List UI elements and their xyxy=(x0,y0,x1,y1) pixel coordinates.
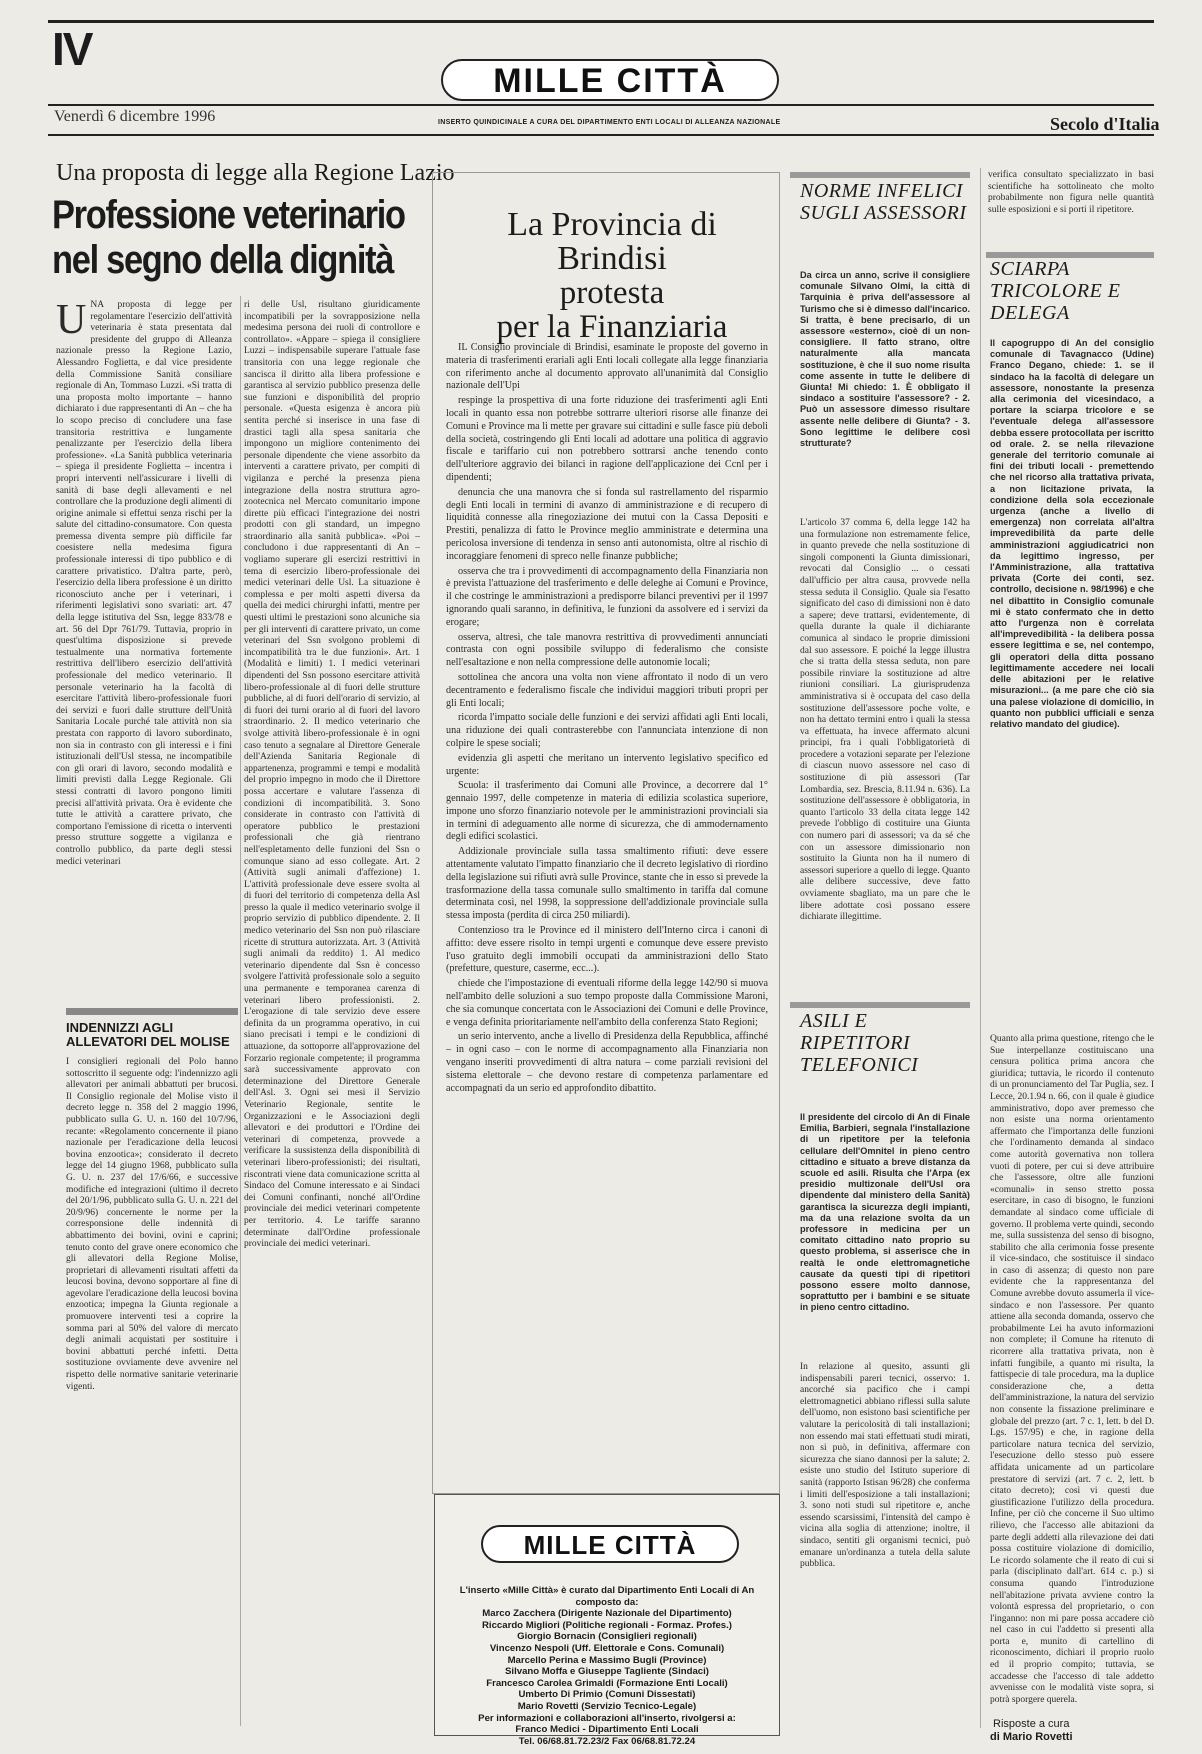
svg-text:MILLE CITTÀ: MILLE CITTÀ xyxy=(523,1530,697,1560)
center-paragraph: Scuola: il trasferimento dai Comuni alle Province, a decorrere dal 1° gennaio 1997, delle competenze in materia di edilizia scolastica superiore, impone uno sforzo finanziario notevole per le amministrazioni provinciali sia in termini di adeguamento alle norme di sicurezza, che di ammodernamento degli edifici scolastici. xyxy=(446,780,768,843)
page-number: IV xyxy=(52,23,92,75)
credits-line: Franco Medici - Dipartimento Enti Locali xyxy=(515,1724,699,1736)
center-paragraph: evidenzia gli aspetti che meritano un intervento legislativo specifico ed urgente: xyxy=(446,752,768,777)
credits-logo xyxy=(480,1522,740,1566)
top-rule xyxy=(48,20,1154,23)
sciarpa-question: Il capogruppo di An del consiglio comunale di Tavagnacco (Udine) Franco Degano, chiede: 1. se il sindaco ha la facoltà di delegare un assessore, nonostante la presenza alla cerimonia del vicesindaco, a portare la sciarpa tricolore e se l'eventuale delega all'assessore debba essere protocollata per iscritto od orale. 2. se nella rilevazione generale del territorio comunale ai fini dei tributi locali - premettendo che nel ricorso alla trattativa privata, a non licitazione privata, la condizione della sola eccezionale urgenza (anche a livello di emergenza) non correlata all'altra imprevedibilità da parte delle amministrazioni aggiudicatrici non da legittimo ingresso, per l'Amministrazione, alla trattativa privata (Corte dei conti, sez. controllo, decisione n. 98/1996) e che nel dibattito in Consiglio comunale mi è stato confermato che in detto atto l'urgenza non è correlata all'imprevedibilità - la delibera possa essere legittima e se, nel contempo, gli operatori della ditta possano legittimamente accedere nei locali delle abitazioni per le relative misurazioni... (a me pare che ciò sia una palese violazione di domicilio, in quanto non pubblici ufficiali e senza relativo mandato del giudice). xyxy=(990,338,1154,729)
asili-continued: verifica consultato specializzato in basi scientifiche ha sottolineato che molto probabilmente non figura nelle quantità sulle esposizioni e si porti il ripetitore. xyxy=(988,170,1154,215)
molise-box xyxy=(66,1008,238,1747)
center-title-line-1: La Provincia di Brindisi xyxy=(507,206,717,277)
center-title-line-3: per la Finanziaria xyxy=(496,309,728,345)
center-paragraph: osserva, altresì, che tale manovra restrittiva di provvedimenti annunciati contrasta con ogni possibile sviluppo di federalismo che consiste nell'esaltazione e non nella compressione delle autonomie locali; xyxy=(446,631,768,669)
article-column-1 xyxy=(56,300,232,1000)
drop-cap: U xyxy=(56,300,87,343)
mille-citta-logo xyxy=(440,50,780,108)
center-paragraph: denuncia che una manovra che si fonda sul rastrellamento del risparmio degli Enti locali in termini di avanzo di amministrazione e di recupero di liquidità connesse alla rinegoziazione dei mutui con la Cassa Depositi e Prestiti, penalizza di fatto le Province meglio amministrate e determina una pericolosa inversione di tendenza in senso anti autonomista, oltre al rischio di incoraggiare fenomeni di spreco nelle finanze pubbliche; xyxy=(446,486,768,562)
center-paragraph: respinge la prospettiva di una forte riduzione dei trasferimenti agli Enti locali in quanto essa non potrebbe sottrarre ulteriori risorse alle finanze dei Comuni e Province ma li mette per gravare sui cittadini e sulle fasce più deboli della società, costringendo gli Enti locali ad adottare una politica di aggravio fiscale e tariffario cui non potrebbero sottrarsi anche tenendo conto dell'ulteriore aggravio dei bilanci in ragione dell'applicazione dei Ccnl per i dipendenti; xyxy=(446,395,768,483)
credits-line: Vincenzo Nespoli (Uff. Elettorale e Cons. Comunali) xyxy=(489,1642,725,1654)
signature xyxy=(990,1718,1073,1744)
newspaper-name: Secolo d'Italia xyxy=(1050,114,1160,134)
credits-line: Silvano Moffa e Giuseppe Tagliente (Sindaci) xyxy=(505,1666,709,1678)
masthead-rule xyxy=(48,104,1154,106)
article-column-2-text: ri delle Usl, risultano giuridicamente incompatibili per la sovrapposizione nella medesima persona dei ruoli di controllore e controllato». «Appare – spiega il consigliere Luzzi – indispensabile superare l'attuale fase transitoria con una legge regionale che sancisca il diritto alla libera professione e garantisca al servizio pubblico presenza delle sue funzioni e disponibilità del proprio personale. «Questa esigenza è ancora più sentita perché si inserisce in una fase di drastici tagli alla spesa sanitaria che impongono un migliore contenimento dei personale dipendente che viene assorbito da interventi a carattere privato, per compiti di vigilanza e perché la presenza piena integrazione della nostra struttura agro-zootecnica nel Mercato comunitario impone dirette più efficaci l'integrazione dei nostri prodotti con gli standard, un impegno straordinario alla sanità pubblica». «Poi – concludono i due rappresentanti di An – vogliamo superare gli esercizi restrittivi in tema di esercizio libero-professionale dei medici veterinari delle Usl. La situazione è complessa e per molti aspetti diversa da quella dei medici chirurghi infatti, mentre per questi ultimi le prestazioni sono alcuniche sia per gli interventi di carattere privato, un come veterinari del Ssn svolgono problemi di incompatibilità tra le due funzioni». Art. 1 (Modalità e limiti) 1. I medici veterinari dipendenti del Ssn possono esercitare attività libero-professionale al di fuori delle strutture pubbliche, al di fuori dell'orario di servizio, al di fuori dei turni orario al di fuori del lavoro straordinario. 2. Il medico veterinario che svolge attività libero-professionale è in ogni caso tenuto a segnalare al Direttore Generale dell'Azienda Sanitaria Regionale di appartenenza, programmi e tempi e modalità del proprio impegno in modo che il Direttore possa accertare e valutare l'assenza di condizioni di incompatibilità. 3. Sono considerate in contrasto con l'attività di operatore pubblico le prestazioni professionali che già rientrano nell'espletamento delle funzioni del Ssn o comunque siano ad esso collegate. Art. 2 (Attività sugli animali d'affezione) 1. L'attività professionale deve essere svolta al di fuori del territorio di competenza della Asl presso la quale il medico veterinario svolge il proprio servizio di pubblico dipendente. 2. Il medico veterinario del Ssn non può rilasciare ricette di struttura autorizzata. Art. 3 (Attività sugli animali da reddito) 1. Al medico veterinario dipendente dal Ssn è concesso svolgere l'attività professionale solo a seguito una permanente e temporanea carenza di veterinari libero professionisti. 2. L'erogazione di tale servizio deve essere definita da un programma operativo, in cui siano precisati i tempi e le condizioni di attuazione, da sottoporre all'approvazione del Forzario regionale competente; il programma sarà successivamente approvato con determinazione del Direttore Generale dell'Asl. 3. Ogni sei mesi il Servizio Veterinario Regionale, sentite le Organizzazioni e le Associazioni degli allevatori e dei produttori e l'Ordine dei veterinari di competenza, provvede a verificare la sussistenza della disponibilità di veterinari libero-professionisti; dei risultati, riscontrati viene data comunicazione scritta al Sindaco del Comune interessato e ai Sindaci dei Comuni confinanti, nonché all'Ordine provinciale dei medici veterinari competente per territorio. 4. Le tariffe saranno determinate dall'Ordine professionale provinciale dei medici veterinari. xyxy=(244,300,420,1250)
svg-text:MILLE CITTÀ: MILLE CITTÀ xyxy=(493,62,727,100)
center-paragraph: sottolinea che ancora una volta non viene affrontato il nodo di un vero decentramento e federalismo fiscale che individui maggiori tributi propri per gli Enti locali; xyxy=(446,671,768,709)
section-bar xyxy=(790,1002,970,1008)
signature-line-2: di Mario Rovetti xyxy=(990,1731,1073,1743)
center-article-title xyxy=(454,208,770,344)
header-bottom-rule xyxy=(48,134,1154,136)
asili-answer: In relazione al quesito, assunti gli indispensabili pareri tecnici, osservo: 1. ancorché sia pacifico che i campi elettromagnetici abbiano riflessi sulla salute dell'uomo, non esistono basi scientifiche per valutare la pericolosità di tali installazioni; non essendo mai stati effettuati studi mirati, non si può, in definitiva, affermare con sicurezza che siano dannosi per la salute; 2. esiste uno studio del Istituto superiore di sanità (rapporto Istisan 96/28) che conferma i limiti dell'esposizione a tali installazioni; 3. sono noti studi sul ripetitore e, anche essendo scarsissimi, l'intensità del campo è vicina alla soglia di attenzione; inoltre, il sindaco, sentiti gli organismi tecnici, può emanare un'ordinanza a tutela della salute pubblica. xyxy=(800,1362,970,1570)
section-bar xyxy=(790,172,970,178)
credits-line: Per informazioni e collaborazioni all'inserto, rivolgersi a: xyxy=(478,1712,736,1724)
sciarpa-title: SCIARPA TRICOLORE E DELEGA xyxy=(990,258,1121,324)
article-headline: Professione veterinario nel segno della dignità xyxy=(52,193,405,282)
norme-answer: L'articolo 37 comma 6, della legge 142 ha una formulazione non estremamente felice, in quanto prevede che nella sostituzione di singoli componenti la Giunta dimissionari, revocati dal Consiglio ... o cessati dall'ufficio per altra causa, provvede nella stessa seduta il Consiglio. Quale sia l'esatto significato del caso di dimissioni non è dato a sapere; deve trattarsi, evidentemente, di quella durante la quale il dichiarante comunica al sindaco le proprie dimissioni dal suo assessore. E poiché la legge illustra che si tratta della stessa seduta, non pare possibile rinviare la sostituzione ad altre riunioni consiliari. La giurisprudenza amministrativa si è occupata del caso della sostituzione dell'assessore poche volte, e non ha dettato termini entro i quali la stessa va effettuata, ha invece affermato alcuni principi, fra i quali l'obbligatorietà di procedere a votazioni separate per l'elezione di ciascun nuovo assessore nel caso di sostituzione di più assessori (Tar Lombardia, sez. Brescia, 8.11.94 n. 636). La sostituzione dell'assessore è obbligatoria, in quanto l'articolo 33 della citata legge 142 prevede l'obbligo di costituire una Giunta con numero pari di assessori; va da sé che con un assessore dimissionario non sostituito la Giunta non ha il numero di assessori superiore a quello di legge. Quanto alle delibere successive, deve fatto ovviamente sbagliato, ma un pare che le libere adottate così possano essere dichiarate illegittime. xyxy=(800,518,970,923)
credits-line: Mario Rovetti (Servizio Tecnico-Legale) xyxy=(517,1700,697,1712)
credits-line: Umberto Di Primio (Comuni Dissestati) xyxy=(518,1689,696,1701)
issue-date: Venerdì 6 dicembre 1996 xyxy=(54,108,216,125)
norme-question: Da circa un anno, scrive il consigliere comunale Silvano Olmi, la città di Tarquinia è priva dell'assessore al Turismo che si è dimesso dall'incarico. Si tratta, è bene precisarlo, di un assessore «esterno», cioè di un non-consigliere. Il fatto strano, oltre naturalmente alla mancata sostituzione, è che il suo nome risulta come assente in tutte le delibere di Giunta! Mi chiedo: 1. È obbligato il sindaco a sostituire l'assessore? - 2. Può un assessore dimesso risultare assente nelle delibere di Giunta? - 3. Sono legittime le delibere così strutturate? xyxy=(800,270,970,449)
credits-line: Riccardo Migliori (Politiche regionali - Formaz. Profes.) xyxy=(481,1619,732,1631)
credits-line: L'inserto «Mille Città» è curato dal Dipartimento Enti Locali di An xyxy=(459,1585,755,1596)
asili-title: ASILI E RIPETITORI TELEFONICI xyxy=(800,1010,919,1076)
norme-title: NORME INFELICI SUGLI ASSESSORI xyxy=(800,180,967,224)
asili-question: Il presidente del circolo di An di Finale Emilia, Barbieri, segnala l'installazione di un ripetitore per la telefonia cellulare dell'Omnitel in pieno centro cittadino e situato a breve distanza da scuole ed asili. Risulta che l'Arpa (ex presidio multizonale dell'Usl ora dipendente dal ministero della Sanità) garantisca la sicurezza degli impianti, ma da una relazione svolta da un professore in medicina per un comitato cittadino nato proprio su questo problema, si asserisce che in realtà le onde elettromagnetiche causate da questi tipi di ripetitori possono essere molto dannose, soprattutto per i bambini e se situate in pieno centro cittadino. xyxy=(800,1112,970,1313)
center-title-line-2: protesta xyxy=(559,275,665,311)
center-paragraph: IL Consiglio provinciale di Brindisi, esaminate le proposte del governo in materia di trasferimenti erariali agli Enti locali collegate alla legge finanziaria con riferimento anche al documento approvato all'unanimità dal Consiglio nazionale dell'Upi xyxy=(446,342,768,392)
center-paragraph: chiede che l'impostazione di eventuali riforme della legge 142/90 si muova nell'ambito delle soluzioni a suo tempo proposte dalla Commissione Maroni, che sia comunque concertata con le Associazioni dei Comuni e delle Province, e venga definita prioritariamente nell'ambito della conferenza Stato Regioni; xyxy=(446,978,768,1028)
molise-box-title: INDENNIZZI AGLI ALLEVATORI DEL MOLISE xyxy=(66,1008,238,1049)
credits-line: Marcello Perina e Massimo Bugli (Province) xyxy=(507,1654,707,1666)
credits-line: Marco Zacchera (Dirigente Nazionale del Dipartimento) xyxy=(482,1608,732,1620)
center-paragraph: osserva che tra i provvedimenti di accompagnamento della Finanziaria non è prevista l'attuazione del trasferimento e delle deleghe ai Comuni e Province, il che costringe le amministrazioni a predisporre bilanci preventivi per il 1997 ignorando quali saranno, in definitiva, le funzioni da assolvere ed i servizi da erogare; xyxy=(446,565,768,628)
article-kicker: Una proposta di legge alla Regione Lazio xyxy=(56,160,455,186)
credits-line: Francesco Carolea Grimaldi (Formazione Enti Locali) xyxy=(486,1677,728,1689)
center-article-body xyxy=(446,342,768,1482)
credits-line: composto da: xyxy=(575,1596,639,1608)
molise-box-body: I consiglieri regionali del Polo hanno sottoscritto il seguente odg: l'indennizzo agli allevatori per animali abbattuti per brucosi. Il Consiglio regionale del Molise visto il decreto legge n. 358 del 2 maggio 1996, pubblicato sulla G. U. n. 160 del 10/7/96, recante: «Regolamento concernente il piano nazionale per l'eradicazione della leucosi bovina enzootica»; considerato il decreto legge del 14 giugno 1968, pubblicato sulla G. U. n. 237 del 17/6/66, e successive modifiche ed integrazioni (ultimo il decreto del 20/1/96, pubblicato sulla G. U. n. 221 del 20/9/96) concernente le norme per la corresponsione delle indennità di abbattimento dei bovini, ovini e caprini; tenuto conto del grave onere economico che gli allevatori della Regione Molise, proprietari di allevamenti risultati affetti da leucosi bovina, devono sopportare al fine di agevolare l'eradicazione della leucosi bovina enzootica; impegna la Giunta regionale a promuovere interventi tesi a coprire la somma pari al 50% del valore di mercato degli animali acquistati per sostituire i bovini abbattuti perché infetti. Detta sostituzione ovviamente deve avvenire nel rispetto delle normative sanitarie veterinarie vigenti. xyxy=(66,1057,238,1392)
column-divider xyxy=(240,296,241,1726)
center-paragraph: Contenzioso tra le Province ed il ministero dell'Interno circa i canoni di affitto: deve essere risolto in tempi urgenti e comunque deve essere previsto l'uso gratuito degli immobili occupati da amministrazioni dello Stato (prefetture, questure, caserme, ecc...). xyxy=(446,925,768,975)
center-paragraph: un serio intervento, anche a livello di Presidenza della Repubblica, affinché – in ogni caso – con le norme di accompagnamento alla Finanziaria non vengano inseriti provvedimenti di altra natura – come parziali revisioni del sistema elettorale – che devono restare di competenza parlamentare ed accompagnati da un serio ed approfondito dibattito. xyxy=(446,1031,768,1094)
column-divider xyxy=(980,168,981,1728)
insert-subtitle: INSERTO QUINDICINALE A CURA DEL DIPARTIMENTO ENTI LOCALI DI ALLEANZA NAZIONALE xyxy=(438,119,781,126)
credits-text xyxy=(440,1585,774,1747)
sciarpa-answer: Quanto alla prima questione, ritengo che le Sue interpellanze costituiscano una censura politica prima ancora che giuridica; tuttavia, le ricordo il contenuto di un pronunciamento del Tar Puglia, sez. I Lecce, 20.1.94 n. 66, con il quale è giudice amministrativo, dopo aver premesso che non esiste una norma orientamento affermato che l'importanza delle funzioni che l'ordinamento demanda al sindaco come autorità governativa non tollera vuoti di potere, per cui si deve attribuire che l'assessore, oltre alle funzioni «comunali» in senso stretto possa esercitare, in caso di bisogno, le funzioni demandate al sindaco come ufficiale di governo. Il problema verte quindi, secondo me, sulla sussistenza del senso di bisogno, stabilito che alla cerimonia fosse presente il vice-sindaco, che sostituisce il sindaco in caso di assenza; di questo non pare evidente che la rappresentanza del Comune avrebbe dovuto assumerla il vice-sindaco e non l'assessore. Per quanto attiene alla seconda domanda, osservo che probabilmente Lei ha avuto informazioni non complete; il Comune ha ritenuto di ricorrere alla trattativa privata, non è infatti fungibile, a quanto mi risulta, la fattispecie di tale procedura, ma la duplice considerazione che, a detta dell'amministrazione, la natura del servizio non consente la fissazione preliminare e globale del prezzo (art. 7 c. 1, lett. b del D. Lgs. 157/95) e che, in ragione della particolare natura tecnica del servizio, l'esecuzione dello stesso può essere affidata unicamente ad un particolare prestatore di servizi (art. 7 c. 2, lett. b citato decreto); così vi questi due giustificazione l'utilizzo della procedura. Infine, per ciò che concerne il Suo ultimo rilievo, che l'accesso alle abitazioni da parte degli addetti alla rilevazione dei dati possa costituire violazione di domicilio, Le ricordo solamente che il reato di cui si parla (disciplinato dall'art. 614 c. p.) si consuma quando l'introduzione nell'abitazione privata avviene contro la volontà espressa del proprietario, o con l'inganno: non mi pare possa accadere ciò nel caso in cui l'addetto si presenti alla porta e, munito di cartellino di riconoscimento, dichiari il proprio ruolo ed il proprio compito; tuttavia, se accadesse che l'accesso di tale addetto avvenisse con le modalità viste sopra, si potrà sporgere querela. xyxy=(990,1034,1154,1704)
article-column-2 xyxy=(244,300,420,1728)
signature-line-1: Risposte a cura xyxy=(993,1718,1070,1730)
article-column-1-text: NA proposta di legge per regolamentare l'esercizio dell'attività veterinaria è stata presentata dal presidente del gruppo di Alleanza nazionale presso la Regione Lazio, Alessandro Foglietta, e dal vice presidente della Commissione Sanità consiliare regionale di An, Tommaso Luzzi. «Si tratta di una proposta molto importante – hanno dichiarato i due rappresentanti di An – che ha lo scopo preciso di concludere una fase transitoria restrittiva e lungamente penalizzante per l'esercizio della libera professione». «La Sanità pubblica veterinaria – spiega il presidente Foglietta – incentra i propri interventi nell'assicurare i livelli di sanità di base degli allevamenti e nel controllare che la produzione degli alimenti di origine animale si effettui senza rischi per la salute del cittadino-consumatore. Con questa premessa diventa sempre più difficile far coesistere nella medesima figura professionale interessi di tipo pubblico e di carattere privatistico. D'altra parte, però, l'esercizio della libera professione è un diritto riconosciuto anche per i veterinari, i riferimenti legislativi sono svariati: art. 47 della legge istitutiva del Ssn, legge 833/78 e art. 56 del Dpr 761/79. Tuttavia, proprio in quest'ultima disposizione si prevede testualmente una normativa fortemente restrittiva dell'libero esercizio dell'attività professionale del medico veterinario. Il personale veterinario ha la facoltà di esercitare l'attività libero-professionale fuori dei servizi e fuori dalle strutture dell'Unità Sanitaria Locale purché tale attività non sia prestata con rapporto di lavoro subordinato, non sia in contrasto con gli interessi e i fini istituzionali dell'Usl stessa, ne incompatibile con gli orari di lavoro, secondo modalità e limiti previsti dalla Legge Regionale. Gli stessi contratti di lavoro pongono limiti precisi all'attività privata. Ora è evidente che tutte le attività a carattere privato, che comportano l'emissione di ricetta o interventi presso strutture soggette a vigilanza e controllo pubblico, da parte degli stessi medici veterinari xyxy=(56,300,232,867)
center-paragraph: Addizionale provinciale sulla tassa smaltimento rifiuti: deve essere attentamente valutato l'impatto finanziario che il decreto legislativo di riordino della legislazione sui rifiuti avrà sulle Province, stante che in esso si prevede la trasformazione della tassa comunale sullo smaltimento in tariffa dal comune determinata così, nel 1998, la soppressione dell'addizionale provinciale sulla stessa imposta (perdita di circa 250 miliardi). xyxy=(446,846,768,922)
credits-line: Tel. 06/68.81.72.23/2 Fax 06/68.81.72.24 xyxy=(518,1735,696,1747)
center-paragraph: ricorda l'impatto sociale delle funzioni e dei servizi affidati agli Enti locali, una riduzione dei quali contrasterebbe con l'annunciata intenzione di non colpire le spese sociali; xyxy=(446,712,768,749)
credits-line: Giorgio Bornacin (Consiglieri regionali) xyxy=(517,1631,697,1643)
